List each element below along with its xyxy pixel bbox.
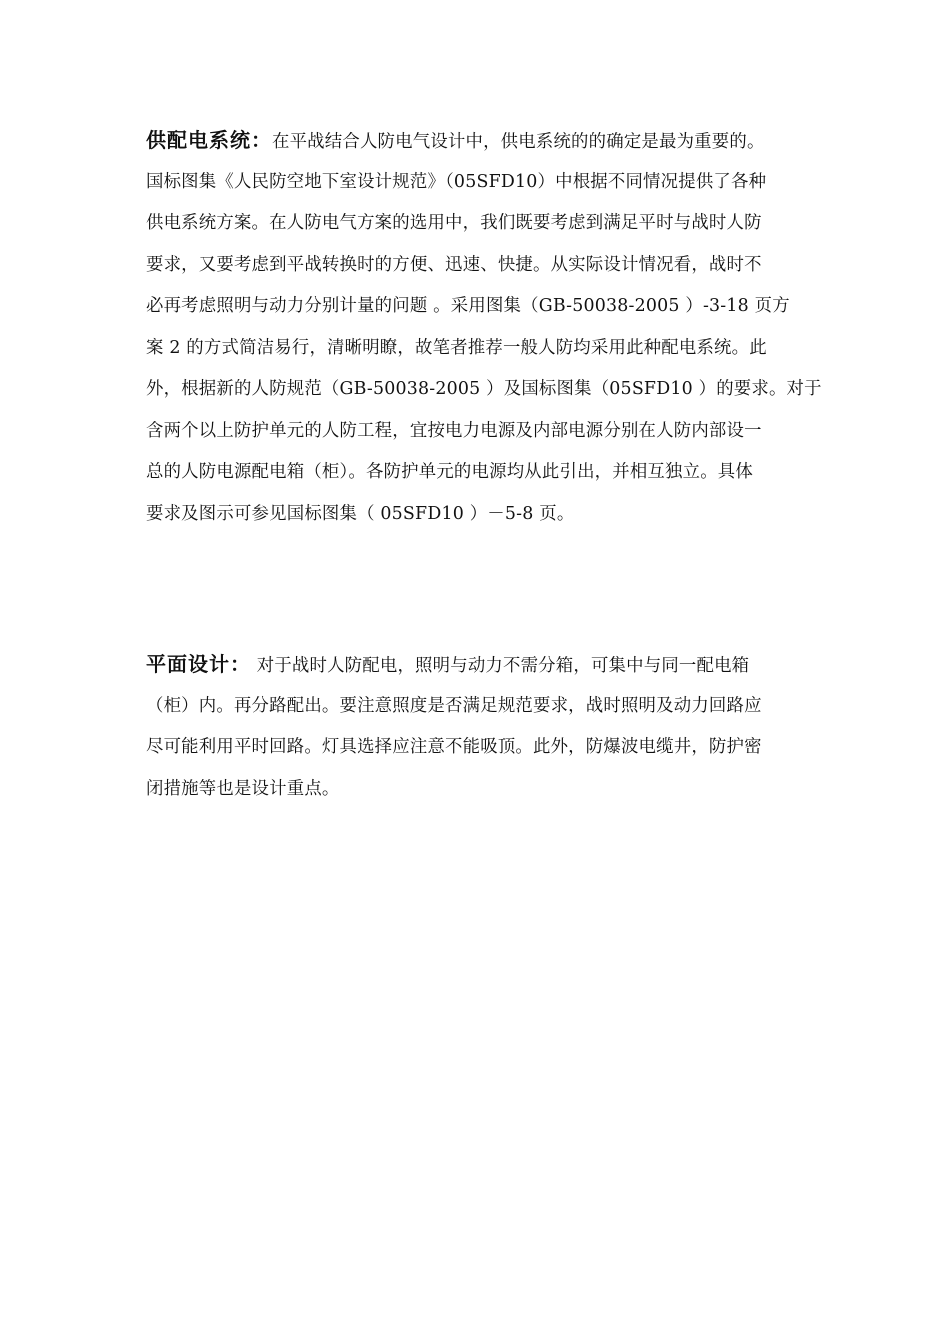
paragraph-line (146, 120, 808, 162)
paragraph-line: （柜）内。再分路配出。要注意照度是否满足规范要求，战时照明及动力回路应 (146, 695, 762, 716)
paragraph-line (146, 644, 808, 686)
paragraph-line: 必再考虑照明与动力分别计量的问题 。采用图集（GB-50038-2005 ）-3-18 页方 (146, 296, 790, 316)
section-heading: 供配电系统： (146, 128, 272, 152)
section-heading: 平面设计： (146, 652, 251, 676)
section-floor-plan-design (146, 644, 808, 810)
paragraph-line: 案 2 的方式简洁易行，清晰明瞭，故笔者推荐一般人防均采用此种配电系统。此 (146, 337, 767, 358)
paragraph-line: 含两个以上防护单元的人防工程，宜按电力电源及内部电源分别在人防内部设一 (146, 420, 762, 441)
paragraph-text: 对于战时人防配电，照明与动力不需分箱，可集中与同一配电箱 (251, 656, 750, 676)
paragraph-text: 在平战结合人防电气设计中，供电系统的的确定是最为重要的。 (272, 132, 765, 152)
paragraph-line: 国标图集《人民防空地下室设计规范》（05SFD10）中根据不同情况提供了各种 (146, 171, 767, 192)
paragraph-line: 要求，又要考虑到平战转换时的方便、迅速、快捷。从实际设计情况看，战时不 (146, 254, 762, 275)
paragraph-line: 总的人防电源配电箱（柜）。各防护单元的电源均从此引出，并相互独立。具体 (146, 462, 753, 482)
paragraph-line: 尽可能利用平时回路。灯具选择应注意不能吸顶。此外，防爆波电缆井，防护密 (146, 737, 762, 757)
paragraph-line: 要求及图示可参见国标图集（ 05SFD10 ）－5-8 页。 (146, 503, 575, 524)
paragraph-line: 供电系统方案。在人防电气方案的选用中，我们既要考虑到满足平时与战时人防 (146, 213, 762, 233)
paragraph-line: 外，根据新的人防规范（GB-50038-2005 ）及国标图集（05SFD10 ）的要求。对于 (146, 379, 822, 399)
paragraph-line: 闭措施等也是设计重点。 (146, 778, 340, 799)
section-power-supply-system (146, 120, 822, 535)
